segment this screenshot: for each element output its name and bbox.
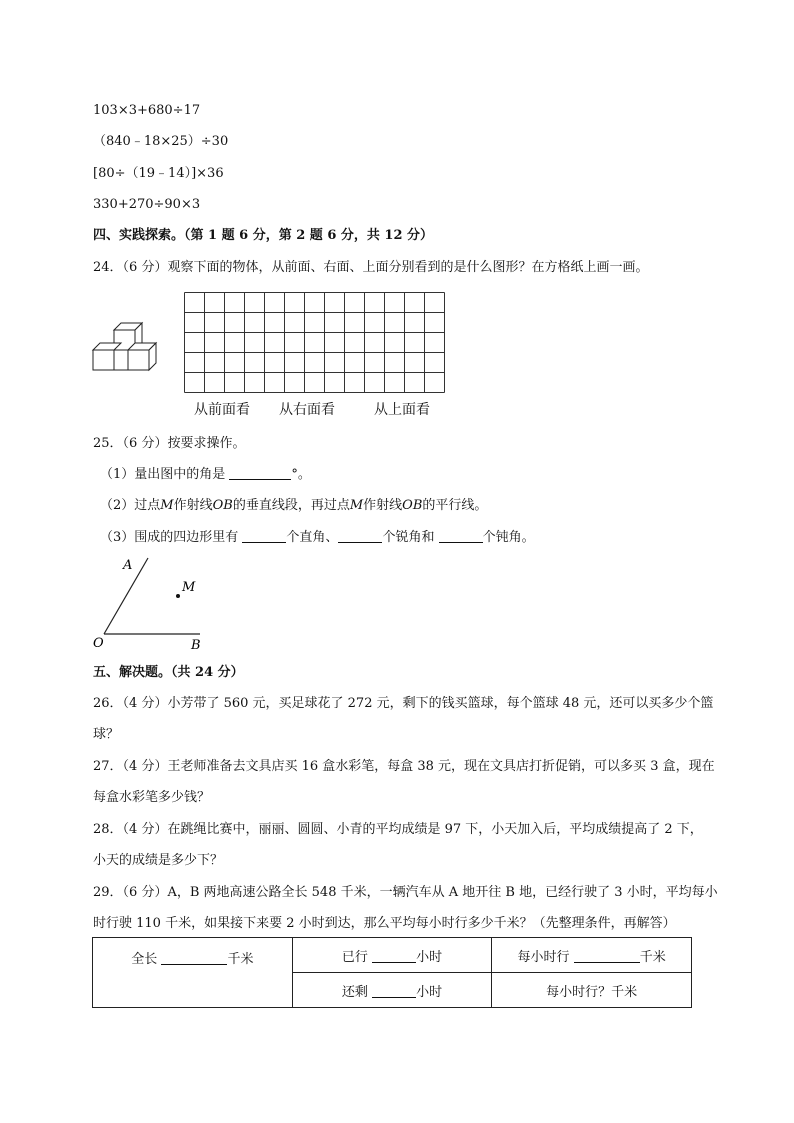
cell-speed [492, 938, 692, 973]
cell-ask: 每小时行？千米 [492, 973, 692, 1008]
q25-sub3-part: 个钝角。 [482, 530, 535, 545]
q25-sub3-part: 个直角、 [286, 530, 339, 545]
label-o: O [93, 636, 104, 651]
cell-total [93, 938, 293, 1008]
q25-sub2-part: 的垂直线段，再过点 [232, 498, 350, 513]
q29-line2: 时行驶 110 千米，如果接下来要 2 小时到达，那么平均每小时行多少千米？（先整理条件，再解答） [93, 916, 676, 931]
q28-line1: 28．（4 分）在跳绳比赛中，丽丽、圆圆、小青的平均成绩是 97 下，小天加入后，平均成绩提高了 2 下， [93, 822, 703, 837]
cell-remain [292, 973, 492, 1008]
total-unit: 千米 [227, 952, 254, 967]
remain-blank[interactable] [372, 985, 416, 998]
section4-heading: 四、实践探索。（第 1 题 6 分，第 2 题 6 分，共 12 分） [93, 228, 434, 243]
q27-line2: 每盒水彩笔多少钱？ [93, 790, 211, 805]
ray-ob-ref: OB [402, 498, 423, 513]
label-m: M [182, 580, 196, 595]
condition-table [92, 937, 692, 1008]
ray-ob-ref: OB [212, 498, 233, 513]
q26-line2: 球？ [93, 727, 120, 742]
total-blank[interactable] [161, 952, 227, 965]
right-angle-blank[interactable] [242, 530, 286, 543]
q28-line2: 小天的成绩是多少下？ [93, 853, 224, 868]
cube-stack-figure [90, 318, 165, 378]
speed-blank[interactable] [574, 950, 640, 963]
calc-line-2: （840﹣18×25）÷30 [93, 134, 229, 149]
view-label-top: 从上面看 [374, 402, 430, 418]
q25-sub2-part: 的平行线。 [422, 498, 488, 513]
q26-line1: 26．（4 分）小芳带了 560 元，买足球花了 272 元，剩下的钱买篮球，每个篮球 48 元，还可以买多少个篮 [93, 696, 714, 711]
q25-sub2-part: 作射线 [363, 498, 403, 513]
speed-unit: 千米 [639, 949, 666, 965]
q25-sub3 [100, 530, 535, 546]
done-blank[interactable] [372, 950, 416, 963]
calc-line-4: 330+270÷90×3 [93, 197, 201, 212]
q25-sub1 [100, 467, 311, 483]
speed-label: 每小时行 [517, 949, 570, 965]
obtuse-angle-blank[interactable] [439, 530, 483, 543]
degree-suffix: °。 [291, 467, 311, 482]
calc-line-1: 103×3+680÷17 [93, 103, 201, 118]
calc-line-3: [80÷（19﹣14）]×36 [93, 166, 224, 181]
done-label: 已行 [341, 949, 368, 965]
grid-paper[interactable] [184, 292, 445, 393]
acute-angle-blank[interactable] [338, 530, 382, 543]
q25-sub3-part: 个锐角和 [382, 530, 435, 545]
q25-text: 25．（6 分）按要求操作。 [93, 436, 246, 451]
total-label: 全长 [131, 952, 158, 967]
q25-sub2-part: （2）过点 [100, 498, 161, 513]
label-a: A [123, 558, 133, 573]
point-m [176, 594, 180, 598]
cell-done [292, 938, 492, 973]
label-b: B [191, 638, 201, 653]
section5-heading: 五、解决题。（共 24 分） [93, 665, 244, 680]
point-m-ref: M [349, 498, 364, 513]
cube-front-face [128, 350, 149, 370]
q25-sub1-prefix: （1）量出图中的角是 [100, 467, 226, 482]
remain-label: 还剩 [341, 984, 368, 1000]
view-label-front: 从前面看 [194, 402, 250, 418]
cube-front-face [93, 350, 114, 370]
q25-sub2 [100, 498, 487, 514]
q24-text: 24．（6 分）观察下面的物体，从前面、右面、上面分别看到的是什么图形？在方格纸上画一画。 [93, 260, 649, 275]
point-m-ref: M [160, 498, 174, 513]
q25-sub3-part: （3）围成的四边形里有 [100, 530, 239, 545]
q25-sub2-part: 作射线 [173, 498, 213, 513]
view-label-right: 从右面看 [279, 402, 335, 418]
angle-answer-blank[interactable] [229, 467, 291, 480]
done-unit: 小时 [416, 949, 443, 965]
q27-line1: 27．（4 分）王老师准备去文具店买 16 盒水彩笔，每盒 38 元，现在文具店打折促销，可以多买 3 盒，现在 [93, 759, 715, 774]
angle-figure [90, 555, 220, 655]
q29-line1: 29．（6 分）A，B 两地高速公路全长 548 千米，一辆汽车从 A 地开往 B 地，已经行驶了 3 小时，平均每小 [93, 885, 718, 900]
remain-unit: 小时 [416, 984, 443, 1000]
